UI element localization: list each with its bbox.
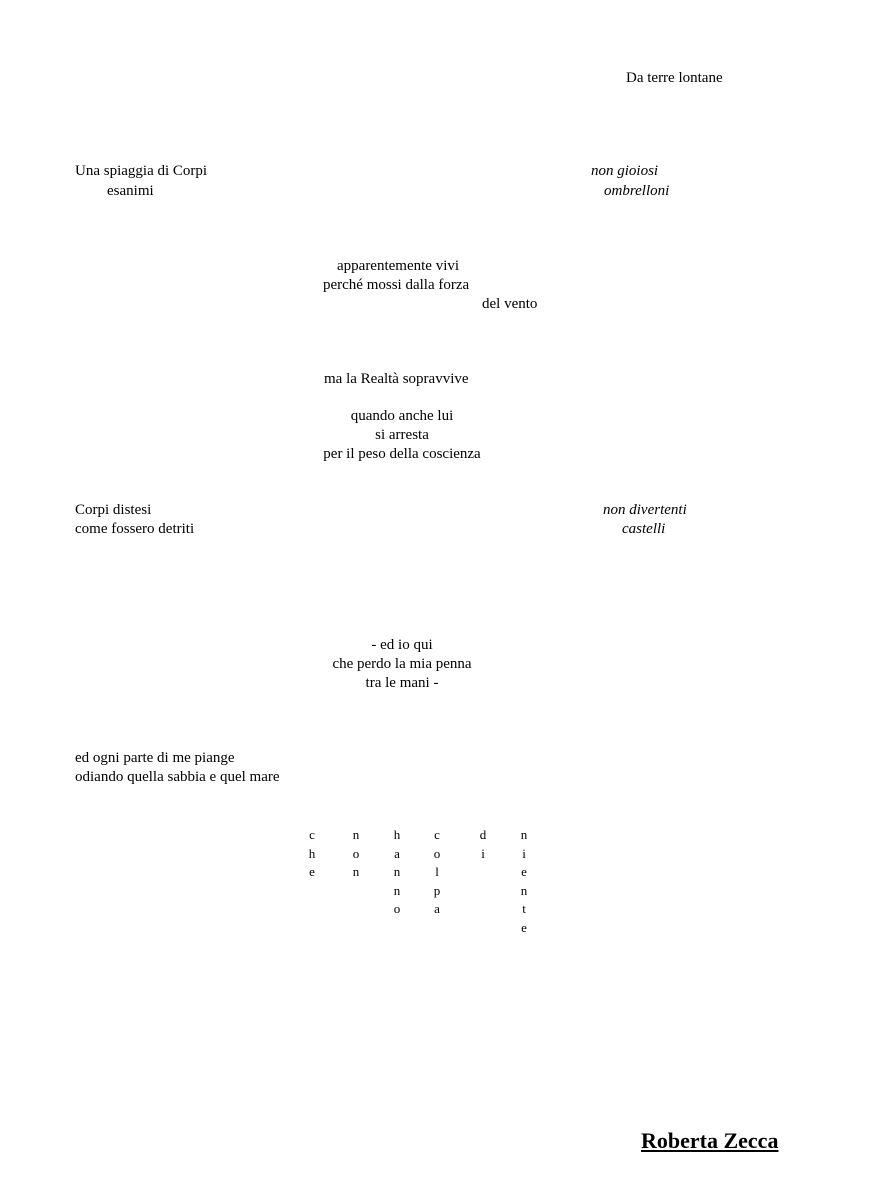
vertical-word	[518, 826, 530, 938]
stanza1-right-line1: non gioiosi	[591, 163, 659, 179]
vertical-word	[306, 826, 318, 882]
stanza5-left-line2: come fossero detriti	[75, 521, 195, 537]
vertical-word	[391, 826, 403, 919]
stanza4-line3: per il peso della coscienza	[323, 446, 481, 462]
vertical-word-letter: o	[352, 845, 360, 861]
stanza1-right-line2: ombrelloni	[604, 183, 670, 199]
stanza1-left-line1: Una spiaggia di Corpi	[75, 163, 208, 179]
vertical-word-letter: e	[521, 864, 527, 880]
stanza7-line1: ed ogni parte di me piange	[75, 750, 235, 766]
stanza6-line2: che perdo la mia penna	[332, 656, 472, 672]
vertical-word-letter: n	[393, 882, 401, 898]
stanza2-line2: perché mossi dalla forza	[323, 277, 470, 293]
vertical-word-letter: c	[309, 827, 315, 842]
vertical-word-letter: h	[393, 827, 401, 842]
vertical-word-letter: i	[522, 845, 526, 861]
stanza5-right-line2: castelli	[622, 521, 666, 537]
stanza6-line3: tra le mani -	[365, 675, 439, 691]
stanza4-line2: si arresta	[375, 427, 429, 443]
vertical-word-letter: n	[520, 882, 528, 898]
vertical-word-letter: d	[479, 827, 487, 842]
stanza5-left-line1: Corpi distesi	[75, 502, 152, 518]
vertical-word-letter: a	[394, 845, 400, 861]
stanza5-right-line1: non divertenti	[603, 502, 687, 518]
vertical-word-letter: n	[393, 864, 401, 880]
stanza4-line1: quando anche lui	[350, 408, 454, 424]
vertical-word-letter: e	[521, 919, 527, 935]
stanza1-left-line2: esanimi	[107, 183, 154, 199]
vertical-word-letter: n	[352, 827, 360, 842]
vertical-word-letter: c	[434, 827, 440, 842]
vertical-word-letter: a	[434, 901, 440, 917]
vertical-word-letter: p	[433, 882, 441, 898]
stanza3-line1: ma la Realtà sopravvive	[324, 371, 469, 387]
vertical-word-letter: n	[520, 827, 528, 842]
stanza2-line3: del vento	[482, 296, 538, 312]
vertical-word-letter: l	[435, 864, 439, 880]
vertical-word-letter: n	[352, 864, 360, 880]
vertical-word-letter: e	[309, 864, 315, 880]
poem-title: Da terre lontane	[626, 70, 723, 86]
stanza2-line1: apparentemente vivi	[337, 258, 460, 274]
stanza6-line1: - ed io qui	[371, 637, 433, 653]
stanza7-line2: odiando quella sabbia e quel mare	[75, 769, 280, 785]
vertical-word	[477, 826, 489, 863]
vertical-word	[431, 826, 443, 919]
vertical-word-letter: o	[393, 901, 401, 917]
vertical-word-letter: o	[433, 845, 441, 861]
vertical-word-letter: h	[308, 845, 316, 861]
author-signature: Roberta Zecca	[641, 1128, 779, 1153]
vertical-word	[350, 826, 362, 882]
vertical-word-letter: i	[481, 845, 485, 861]
vertical-word-letter: t	[522, 901, 526, 917]
